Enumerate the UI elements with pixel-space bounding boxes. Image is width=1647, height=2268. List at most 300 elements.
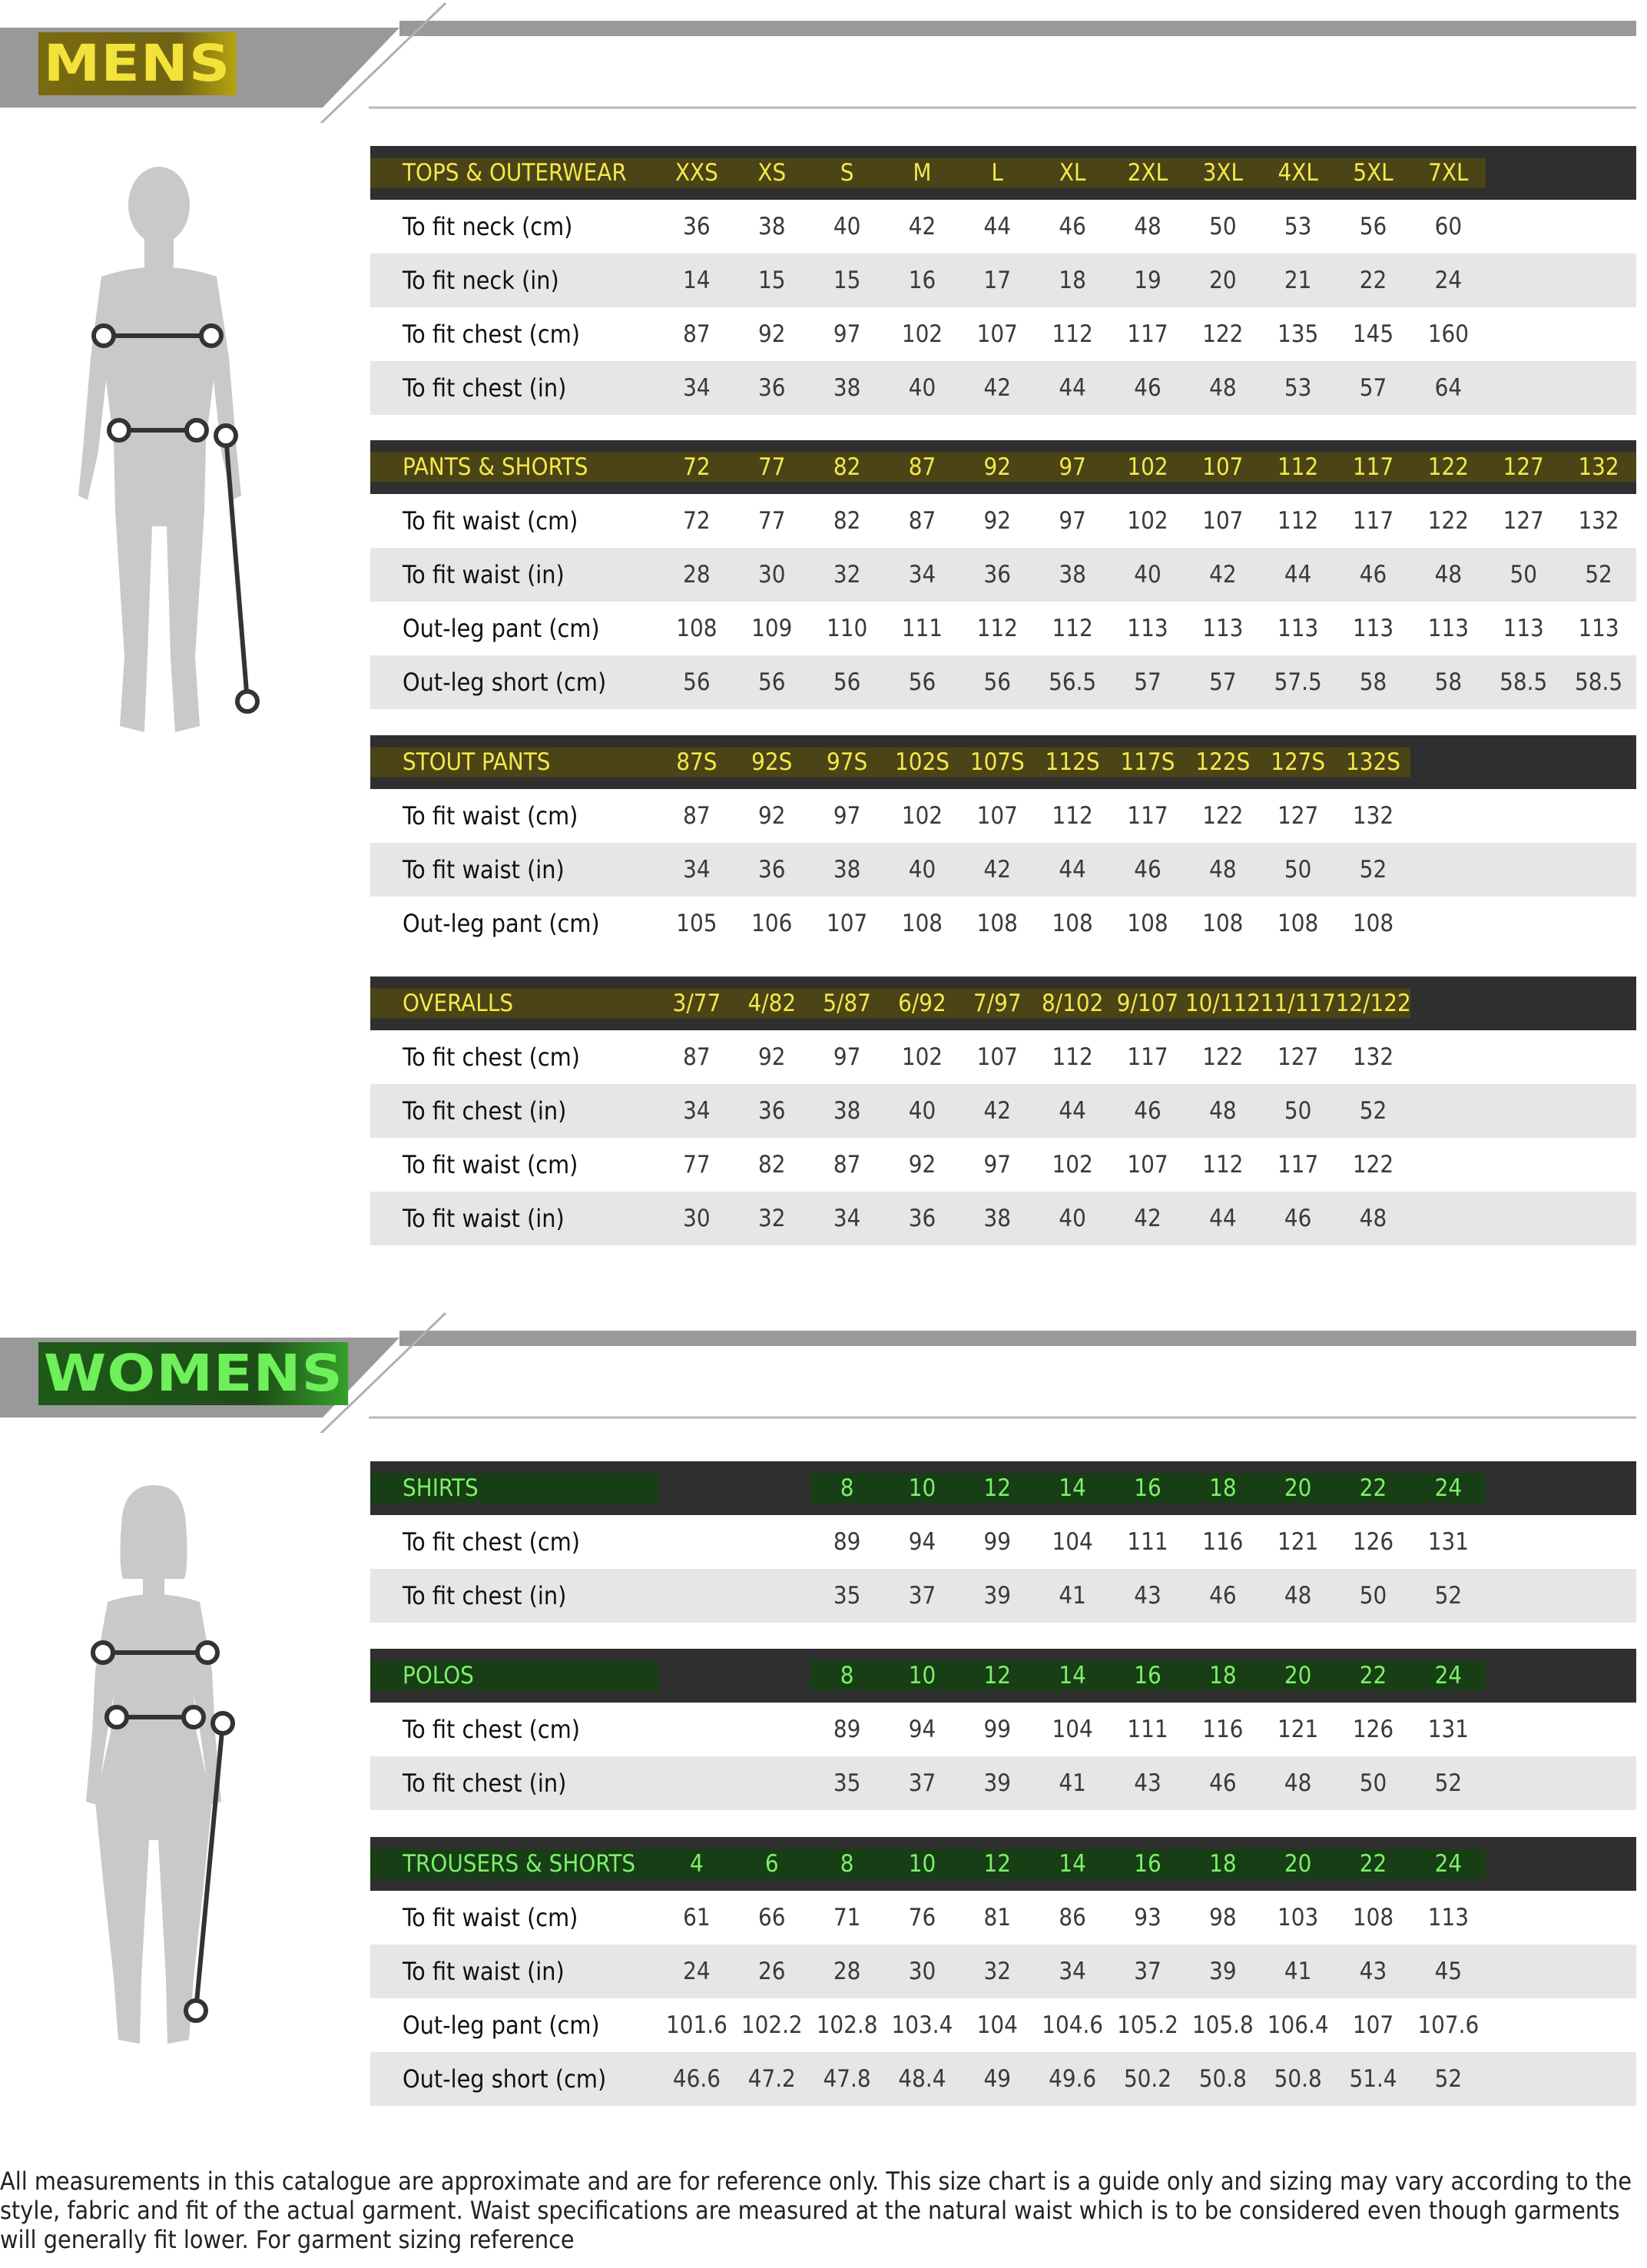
value-cell: 49.6 [1035,2052,1110,2106]
table-row [370,200,1636,254]
table-header-row [370,1837,1636,1891]
size-header-cell: 107 [1185,440,1261,494]
value-cell [1486,1891,1561,1945]
value-cell: 108 [659,602,734,655]
value-cell [1486,254,1561,307]
value-cell [1410,1138,1486,1192]
table-row [370,548,1636,602]
value-cell: 87 [885,494,960,548]
value-cell [1486,2052,1561,2106]
table-row [370,789,1636,843]
value-cell: 38 [810,1084,885,1138]
size-header-cell: 22 [1336,1461,1411,1515]
row-label: To fit chest (cm) [370,1703,659,1756]
value-cell: 38 [959,1192,1035,1245]
value-cell: 112 [959,602,1035,655]
size-header-cell: 24 [1410,1461,1486,1515]
value-cell: 52 [1336,1084,1411,1138]
value-cell: 20 [1185,254,1261,307]
value-cell: 45 [1410,1945,1486,1998]
value-cell: 50 [1261,843,1336,897]
value-cell: 113 [1561,602,1636,655]
value-cell: 38 [1035,548,1110,602]
value-cell: 64 [1410,361,1486,415]
value-cell: 52 [1410,2052,1486,2106]
value-cell: 52 [1410,1756,1486,1810]
size-header-cell [1486,1837,1561,1891]
value-cell: 87 [659,1030,734,1084]
value-cell: 121 [1261,1515,1336,1569]
value-cell: 50.8 [1261,2052,1336,2106]
value-cell [734,1756,810,1810]
value-cell: 36 [734,843,810,897]
value-cell: 40 [885,361,960,415]
value-cell: 32 [810,548,885,602]
value-cell: 132 [1561,494,1636,548]
value-cell [1561,1703,1636,1756]
pants-shorts-table [370,440,1636,709]
value-cell: 56 [810,655,885,709]
size-header-cell: XS [734,146,810,200]
value-cell: 53 [1261,200,1336,254]
value-cell [1561,1998,1636,2052]
value-cell: 99 [959,1515,1035,1569]
size-header-cell [1486,1461,1561,1515]
size-header-cell: XXS [659,146,734,200]
value-cell [734,1569,810,1623]
value-cell [1486,1084,1561,1138]
value-cell: 46.6 [659,2052,734,2106]
value-cell: 36 [734,361,810,415]
value-cell: 132 [1336,1030,1411,1084]
value-cell: 16 [885,254,960,307]
size-header-cell: 92 [959,440,1035,494]
value-cell: 56 [659,655,734,709]
size-header-cell [1561,1461,1636,1515]
table-row [370,1945,1636,1998]
value-cell: 108 [885,897,960,950]
table-row [370,1703,1636,1756]
value-cell: 46 [1110,1084,1185,1138]
row-label: To fit chest (in) [370,1569,659,1623]
size-header-cell: 10/112 [1185,976,1261,1030]
disclaimer-text: All measurements in this catalogue are approximate and are for reference only. This size chart is a guide only and sizing may vary according to the style, fabric and fit of the actual garment. Waist specifications are measured at the natural waist which is to be considered even though garments will generally fit lower. For garment sizing reference [0,2167,1632,2254]
value-cell: 122 [1185,789,1261,843]
value-cell [1486,1703,1561,1756]
value-cell: 34 [1035,1945,1110,1998]
value-cell: 89 [810,1703,885,1756]
value-cell: 111 [1110,1515,1185,1569]
size-header-cell: 92S [734,735,810,789]
table-title: OVERALLS [370,976,659,1030]
size-header-cell: 18 [1185,1837,1261,1891]
size-header-cell [1410,976,1486,1030]
value-cell [1561,1515,1636,1569]
value-cell: 127 [1486,494,1561,548]
size-header-cell [659,1461,734,1515]
value-cell: 41 [1035,1569,1110,1623]
value-cell: 44 [959,200,1035,254]
size-header-cell [1486,976,1561,1030]
value-cell: 32 [959,1945,1035,1998]
value-cell: 122 [1336,1138,1411,1192]
value-cell: 17 [959,254,1035,307]
size-header-cell: 7/97 [959,976,1035,1030]
size-header-cell: 122 [1410,440,1486,494]
value-cell: 121 [1261,1703,1336,1756]
value-cell: 37 [885,1756,960,1810]
value-cell: 34 [659,1084,734,1138]
value-cell: 117 [1110,1030,1185,1084]
value-cell: 58.5 [1561,655,1636,709]
female-body-measurement-icon [61,1479,261,2063]
value-cell: 92 [885,1138,960,1192]
value-cell: 102 [1110,494,1185,548]
value-cell: 122 [1185,307,1261,361]
value-cell: 105 [659,897,734,950]
size-header-cell: 82 [810,440,885,494]
value-cell: 108 [1261,897,1336,950]
value-cell: 82 [734,1138,810,1192]
value-cell: 93 [1110,1891,1185,1945]
value-cell: 37 [1110,1945,1185,1998]
size-header-cell: 107S [959,735,1035,789]
size-header-cell: 12 [959,1649,1035,1703]
table-row [370,1192,1636,1245]
value-cell: 117 [1110,789,1185,843]
size-header-cell: 117 [1336,440,1411,494]
value-cell: 101.6 [659,1998,734,2052]
value-cell [1410,1084,1486,1138]
value-cell [1561,1945,1636,1998]
value-cell: 48 [1185,361,1261,415]
value-cell: 44 [1035,1084,1110,1138]
size-header-cell: 4 [659,1837,734,1891]
table-row [370,2052,1636,2106]
value-cell: 47.2 [734,2052,810,2106]
value-cell [1561,1756,1636,1810]
value-cell: 50 [1185,200,1261,254]
value-cell: 57 [1185,655,1261,709]
size-header-cell: 16 [1110,1649,1185,1703]
mens-header-graphic [0,0,1647,123]
value-cell: 41 [1035,1756,1110,1810]
table-title: PANTS & SHORTS [370,440,659,494]
row-label: To fit waist (cm) [370,494,659,548]
value-cell: 111 [885,602,960,655]
row-label: Out-leg short (cm) [370,2052,659,2106]
value-cell [1410,897,1486,950]
value-cell [1561,843,1636,897]
value-cell [1486,1515,1561,1569]
value-cell [1486,1192,1561,1245]
value-cell: 108 [1035,897,1110,950]
value-cell: 81 [959,1891,1035,1945]
value-cell: 94 [885,1515,960,1569]
value-cell: 43 [1110,1756,1185,1810]
value-cell: 14 [659,254,734,307]
size-header-cell: 12 [959,1837,1035,1891]
value-cell [1486,1945,1561,1998]
size-header-cell: 14 [1035,1837,1110,1891]
size-header-cell: 6 [734,1837,810,1891]
size-header-cell [1561,735,1636,789]
value-cell: 56.5 [1035,655,1110,709]
value-cell: 52 [1336,843,1411,897]
value-cell: 160 [1410,307,1486,361]
value-cell: 40 [1035,1192,1110,1245]
value-cell [1410,1192,1486,1245]
size-header-cell: 132 [1561,440,1636,494]
value-cell: 22 [1336,254,1411,307]
row-label: To fit chest (in) [370,361,659,415]
male-body-measurement-icon [54,165,269,749]
value-cell: 30 [885,1945,960,1998]
value-cell: 46 [1336,548,1411,602]
table-header-row [370,146,1636,200]
value-cell: 107.6 [1410,1998,1486,2052]
value-cell: 77 [734,494,810,548]
table-header-row [370,976,1636,1030]
size-header-cell [1561,146,1636,200]
size-header-cell: 5XL [1336,146,1411,200]
row-label: To fit waist (cm) [370,1891,659,1945]
value-cell [659,1515,734,1569]
row-label: To fit waist (in) [370,1945,659,1998]
table-header-row [370,440,1636,494]
row-label: To fit chest (in) [370,1756,659,1810]
size-header-cell [1486,146,1561,200]
value-cell: 53 [1261,361,1336,415]
value-cell: 40 [810,200,885,254]
size-header-cell: 132S [1336,735,1411,789]
value-cell [1486,307,1561,361]
size-header-cell: 20 [1261,1837,1336,1891]
value-cell: 132 [1336,789,1411,843]
row-label: To fit waist (in) [370,1192,659,1245]
value-cell [659,1756,734,1810]
value-cell: 102.8 [810,1998,885,2052]
value-cell [1561,1569,1636,1623]
value-cell: 108 [1185,897,1261,950]
value-cell: 145 [1336,307,1411,361]
womens-section-header [0,1310,1647,1433]
value-cell: 50.2 [1110,2052,1185,2106]
value-cell: 110 [810,602,885,655]
value-cell: 102 [885,307,960,361]
size-header-cell: 102S [885,735,960,789]
value-cell [1410,843,1486,897]
value-cell: 92 [734,1030,810,1084]
value-cell [1561,1138,1636,1192]
size-header-cell: 8 [810,1649,885,1703]
value-cell: 127 [1261,789,1336,843]
value-cell: 126 [1336,1703,1411,1756]
size-header-cell [1410,735,1486,789]
value-cell: 113 [1110,602,1185,655]
value-cell: 35 [810,1569,885,1623]
table-title: TROUSERS & SHORTS [370,1837,659,1891]
value-cell [1410,1030,1486,1084]
value-cell: 50 [1336,1569,1411,1623]
size-header-cell: 3/77 [659,976,734,1030]
value-cell [1410,789,1486,843]
size-header-cell: M [885,146,960,200]
value-cell: 42 [1185,548,1261,602]
value-cell: 48 [1110,200,1185,254]
value-cell: 48 [1336,1192,1411,1245]
value-cell: 97 [1035,494,1110,548]
value-cell [1561,1030,1636,1084]
value-cell: 102 [885,789,960,843]
value-cell: 52 [1410,1569,1486,1623]
size-header-cell: 24 [1410,1649,1486,1703]
size-header-cell [1561,1837,1636,1891]
table-row [370,1515,1636,1569]
value-cell [1561,307,1636,361]
value-cell: 117 [1336,494,1411,548]
value-cell: 18 [1035,254,1110,307]
size-header-cell: XL [1035,146,1110,200]
value-cell: 49 [959,2052,1035,2106]
value-cell: 34 [659,361,734,415]
size-header-cell [1486,1649,1561,1703]
value-cell: 36 [659,200,734,254]
size-header-cell [1561,976,1636,1030]
row-label: To fit chest (in) [370,1084,659,1138]
value-cell: 97 [959,1138,1035,1192]
value-cell: 42 [885,200,960,254]
value-cell: 34 [810,1192,885,1245]
size-header-cell: 24 [1410,1837,1486,1891]
shirts-table [370,1461,1636,1623]
value-cell: 87 [810,1138,885,1192]
value-cell: 107 [959,789,1035,843]
size-header-cell: 10 [885,1649,960,1703]
table-row [370,1569,1636,1623]
value-cell: 38 [810,843,885,897]
value-cell: 92 [734,789,810,843]
value-cell: 113 [1410,1891,1486,1945]
value-cell: 112 [1035,1030,1110,1084]
tops-outerwear-table [370,146,1636,415]
value-cell: 30 [734,548,810,602]
value-cell: 131 [1410,1703,1486,1756]
value-cell: 112 [1035,602,1110,655]
value-cell: 131 [1410,1515,1486,1569]
value-cell: 40 [885,1084,960,1138]
size-header-cell: 22 [1336,1649,1411,1703]
value-cell: 117 [1110,307,1185,361]
value-cell: 15 [734,254,810,307]
mens-title: MENS [38,32,236,95]
size-header-cell: 20 [1261,1649,1336,1703]
value-cell: 21 [1261,254,1336,307]
value-cell: 50 [1336,1756,1411,1810]
value-cell: 97 [810,789,885,843]
value-cell: 36 [734,1084,810,1138]
value-cell: 99 [959,1703,1035,1756]
value-cell: 113 [1261,602,1336,655]
value-cell: 104 [959,1998,1035,2052]
value-cell: 58 [1410,655,1486,709]
value-cell: 28 [659,548,734,602]
size-header-cell: 5/87 [810,976,885,1030]
size-header-cell: L [959,146,1035,200]
value-cell: 89 [810,1515,885,1569]
value-cell: 56 [959,655,1035,709]
value-cell: 36 [959,548,1035,602]
stout-pants-table [370,735,1636,950]
value-cell: 92 [959,494,1035,548]
value-cell: 94 [885,1703,960,1756]
row-label: To fit chest (cm) [370,307,659,361]
table-row [370,1756,1636,1810]
value-cell: 34 [885,548,960,602]
value-cell: 104 [1035,1703,1110,1756]
value-cell: 48 [1185,843,1261,897]
value-cell: 107 [959,1030,1035,1084]
value-cell: 107 [959,307,1035,361]
size-header-cell: 10 [885,1837,960,1891]
row-label: To fit waist (in) [370,548,659,602]
value-cell: 108 [1336,1891,1411,1945]
polos-table [370,1649,1636,1810]
value-cell: 51.4 [1336,2052,1411,2106]
size-header-cell: 8 [810,1837,885,1891]
value-cell: 113 [1336,602,1411,655]
value-cell: 126 [1336,1515,1411,1569]
value-cell: 32 [734,1192,810,1245]
value-cell: 56 [885,655,960,709]
value-cell: 116 [1185,1703,1261,1756]
value-cell: 102 [1035,1138,1110,1192]
value-cell: 42 [1110,1192,1185,1245]
value-cell: 87 [659,307,734,361]
value-cell: 117 [1261,1138,1336,1192]
value-cell [1486,1030,1561,1084]
value-cell: 46 [1261,1192,1336,1245]
table-title: STOUT PANTS [370,735,659,789]
value-cell: 87 [659,789,734,843]
size-header-cell: 127S [1261,735,1336,789]
value-cell: 37 [885,1569,960,1623]
value-cell: 34 [659,843,734,897]
row-label: To fit neck (cm) [370,200,659,254]
value-cell: 107 [1185,494,1261,548]
size-header-cell: 12 [959,1461,1035,1515]
value-cell: 39 [959,1569,1035,1623]
value-cell: 28 [810,1945,885,1998]
value-cell: 42 [959,843,1035,897]
value-cell: 46 [1185,1569,1261,1623]
size-header-cell: 102 [1110,440,1185,494]
value-cell [1486,897,1561,950]
table-row [370,1998,1636,2052]
table-row [370,307,1636,361]
value-cell: 111 [1110,1703,1185,1756]
size-header-cell: 112 [1261,440,1336,494]
value-cell: 30 [659,1192,734,1245]
value-cell: 112 [1185,1138,1261,1192]
value-cell [734,1515,810,1569]
table-row [370,655,1636,709]
value-cell: 116 [1185,1515,1261,1569]
row-label: To fit waist (cm) [370,789,659,843]
row-label: Out-leg pant (cm) [370,897,659,950]
value-cell: 43 [1336,1945,1411,1998]
value-cell: 52 [1561,548,1636,602]
